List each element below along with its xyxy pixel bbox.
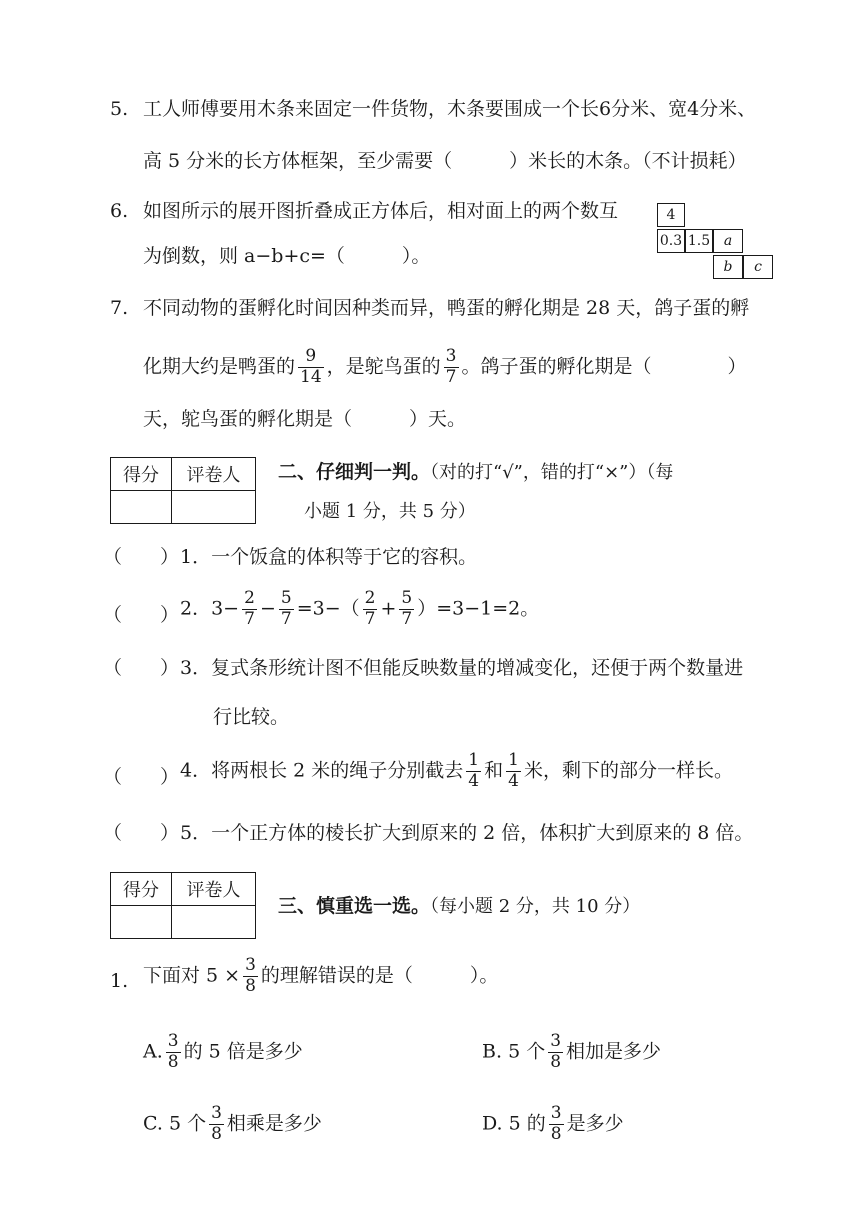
q7-line2-part-c: 。鸽子蛋的孵化期是（ ） [461,355,747,378]
net-cell-mid-2: 1.5 [685,229,713,253]
net-cell-top: 4 [657,203,685,227]
section2-header [278,463,673,482]
judge-bracket-2[interactable]: （ ） [103,604,180,626]
option-c-pre: 5 个 [168,1112,207,1135]
q5-number: 5. [110,98,129,120]
q7-text-line3: 天，鸵鸟蛋的孵化期是（ ）天。 [143,408,467,430]
cube-net-diagram [657,203,777,281]
fraction-1-4: $\frac{1}{4}$ [468,750,480,791]
choice1-option-d[interactable] [482,1105,624,1144]
fraction-2-7-b: $\frac{2}{7}$ [364,588,376,629]
option-b-pre: 5 个 [508,1040,546,1063]
choice1-option-c[interactable] [143,1105,322,1144]
section3-header [278,897,640,916]
choice1-number: 1. [110,970,129,992]
judge-item-4 [180,752,733,791]
fraction-3-8-b: $\frac{3}{8}$ [550,1031,562,1072]
option-c-label: C. [143,1112,163,1135]
grader-cell[interactable] [172,906,256,939]
score-label: 得分 [111,458,172,491]
net-cell-bot-1: b [713,255,743,279]
q6-text-line1: 如图所示的展开图折叠成正方体后，相对面上的两个数互 [143,200,619,222]
fraction-5-7: $\frac{5}{7}$ [280,588,292,629]
judge-bracket-3[interactable]: （ ） [103,657,180,679]
judge-item-2-part-b: − [259,597,276,620]
option-d-text: 是多少 [566,1112,624,1135]
net-cell-bot-2: c [743,255,773,279]
section2-score-table [110,457,256,524]
option-a-label: A. [143,1040,163,1063]
q5-text-line2: 高 5 分米的长方体框架，至少需要（ ）米长的木条。（不计损耗） [143,150,747,172]
fraction-1-4-b: $\frac{1}{4}$ [508,750,519,791]
judge-item-3-line1: 3．复式条形统计图不但能反映数量的增减变化，还便于两个数量进 [180,657,744,679]
grader-cell[interactable] [172,491,256,524]
judge-item-4-part-b: 和 [484,759,504,782]
judge-item-3-line2: 行比较。 [213,706,290,728]
fraction-9-14: $\frac{9}{14}$ [300,346,322,387]
q7-text-line1: 不同动物的蛋孵化时间因种类而异，鸭蛋的孵化期是 28 天，鸽子蛋的孵 [143,297,750,319]
score-cell[interactable] [111,906,172,939]
fraction-3-8-d: $\frac{3}{8}$ [550,1103,562,1144]
judge-item-2 [180,590,539,629]
fraction-3-7: $\frac{3}{7}$ [445,346,457,387]
q7-number: 7. [110,297,129,319]
section2-title: 二、仔细判一判。 [278,461,431,483]
judge-item-1: 1．一个饭盒的体积等于它的容积。 [180,546,478,568]
section3-description: （每小题 2 分，共 10 分） [430,896,641,917]
choice1-stem-part-b: 的理解错误的是（ ）。 [260,964,499,987]
fraction-3-8-a: $\frac{3}{8}$ [167,1031,179,1072]
net-cell-mid-1: 0.3 [657,229,685,253]
q7-text-line2 [143,348,747,387]
judge-bracket-1[interactable]: （ ） [103,546,180,568]
grader-label: 评卷人 [172,458,256,491]
q7-line2-part-a: 化期大约是鸭蛋的 [143,355,296,378]
judge-item-2-part-a: 2．3− [180,597,240,620]
section2-description: （对的打“√”，错的打“×”）（每 [430,462,674,483]
option-b-label: B. [482,1040,503,1063]
q6-text-line2: 为倒数，则 a−b+c=（ ）。 [143,245,431,267]
judge-item-5: 5．一个正方体的棱长扩大到原来的 2 倍，体积扩大到原来的 8 倍。 [180,822,754,844]
score-cell[interactable] [111,491,172,524]
section3-score-table [110,872,256,939]
fraction-2-7: $\frac{2}{7}$ [244,588,255,629]
choice1-stem [143,957,498,996]
option-d-label: D. [482,1112,503,1135]
choice1-option-a[interactable] [143,1033,303,1072]
judge-bracket-5[interactable]: （ ） [103,822,180,844]
net-cell-mid-3: a [713,229,743,253]
judge-bracket-4[interactable]: （ ） [103,766,180,788]
judge-item-2-part-d: + [380,597,397,620]
judge-item-2-part-e: ）=3−1=2。 [417,597,540,620]
grader-label: 评卷人 [172,873,256,906]
judge-item-4-part-c: 米，剩下的部分一样长。 [523,759,733,782]
section2-description-line2: 小题 1 分，共 5 分） [304,501,476,522]
choice1-stem-part-a: 下面对 5 × [143,964,241,987]
option-d-pre: 5 的 [508,1112,546,1135]
option-b-text: 相加是多少 [566,1040,662,1063]
score-label: 得分 [111,873,172,906]
option-c-text: 相乘是多少 [226,1112,322,1135]
judge-item-4-part-a: 4．将两根长 2 米的绳子分别截去 [180,759,464,782]
fraction-5-7-b: $\frac{5}{7}$ [401,588,413,629]
choice1-option-b[interactable] [482,1033,661,1072]
q5-text-line1: 工人师傅要用木条来固定一件货物，木条要围成一个长6分米、宽4分米、 [143,98,757,120]
fraction-3-8-c: $\frac{3}{8}$ [211,1103,222,1144]
judge-item-2-part-c: =3−（ [296,597,360,620]
fraction-3-8: $\frac{3}{8}$ [245,955,256,996]
section3-title: 三、慎重选一选。 [278,895,431,917]
q6-number: 6. [110,200,129,222]
q7-line2-part-b: ，是鸵鸟蛋的 [326,355,441,378]
option-a-text: 的 5 倍是多少 [183,1040,303,1063]
